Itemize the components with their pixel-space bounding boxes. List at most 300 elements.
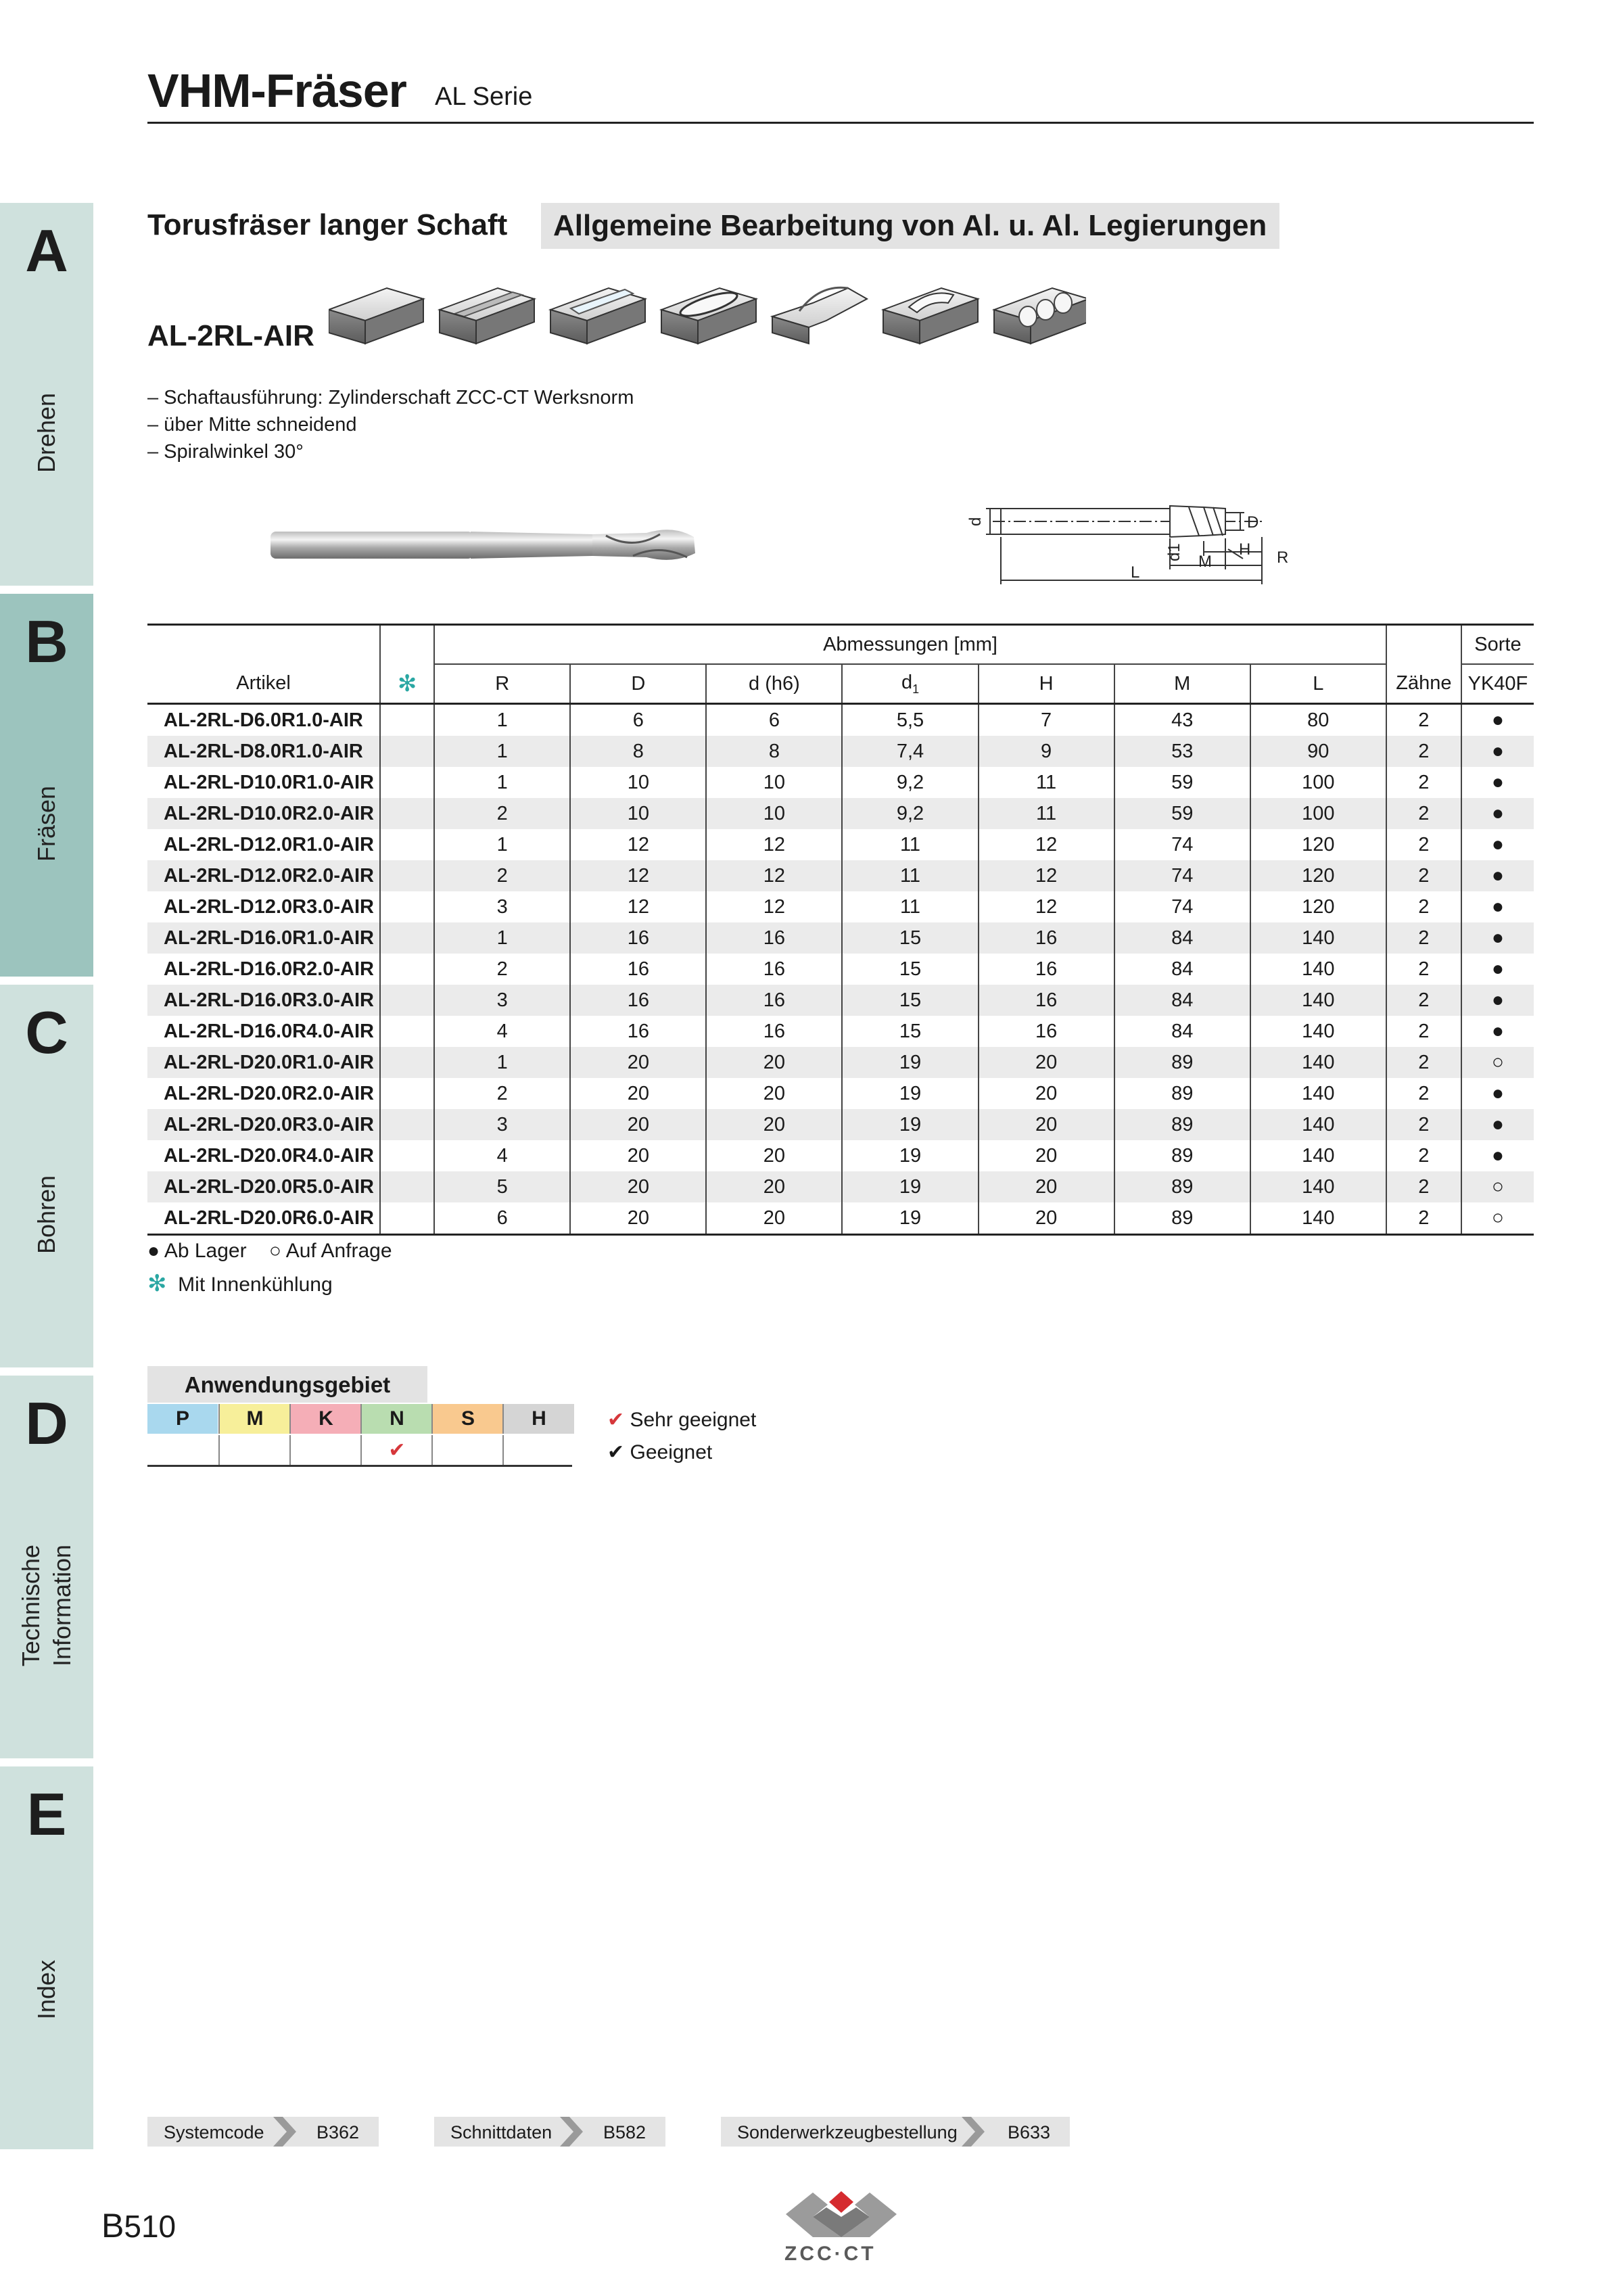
d1-cell: 19 xyxy=(842,1202,978,1235)
z-cell: 2 xyxy=(1386,1016,1461,1047)
feature-list xyxy=(147,384,634,465)
z-cell: 2 xyxy=(1386,954,1461,985)
table-row xyxy=(147,891,1534,922)
material-k-rating xyxy=(289,1435,361,1465)
article-cell: AL-2RL-D20.0R4.0-AIR xyxy=(164,1144,374,1167)
profile-icon xyxy=(772,287,867,344)
table-row xyxy=(147,767,1534,798)
H-cell: 12 xyxy=(979,829,1114,860)
H-cell: 16 xyxy=(979,922,1114,954)
facing-icon xyxy=(329,288,423,344)
coolant-label: Mit Innenkühlung xyxy=(178,1273,333,1296)
coolant-cell xyxy=(380,736,434,767)
av-cell: ● xyxy=(1461,736,1534,767)
D-cell: 16 xyxy=(570,1016,706,1047)
M-cell: 89 xyxy=(1114,1109,1250,1140)
suitable-label: Geeignet xyxy=(630,1441,713,1463)
coolant-icon: ✻ xyxy=(147,1271,167,1296)
side-tab-letter: C xyxy=(25,999,68,1066)
D-cell: 20 xyxy=(570,1202,706,1235)
L-cell: 80 xyxy=(1250,704,1386,736)
dimension-drawing xyxy=(966,494,1317,588)
M-cell: 89 xyxy=(1114,1171,1250,1202)
R-cell: 1 xyxy=(434,829,570,860)
coolant-cell xyxy=(380,1202,434,1235)
z-cell: 2 xyxy=(1386,985,1461,1016)
coolant-cell xyxy=(380,798,434,829)
d1-cell: 19 xyxy=(842,1140,978,1171)
d-cell: 20 xyxy=(706,1047,842,1078)
av-cell: ● xyxy=(1461,1140,1534,1171)
av-cell: ○ xyxy=(1461,1202,1534,1235)
col-d: d (h6) xyxy=(706,664,842,704)
table-row xyxy=(147,922,1534,954)
R-cell: 3 xyxy=(434,1109,570,1140)
dim-label-L: L xyxy=(1131,563,1140,582)
d-cell: 20 xyxy=(706,1140,842,1171)
R-cell: 5 xyxy=(434,1171,570,1202)
ref-page: B362 xyxy=(316,2122,360,2142)
col-d1: $d_1$ xyxy=(842,664,978,704)
L-cell: 140 xyxy=(1250,1078,1386,1109)
av-cell: ○ xyxy=(1461,1047,1534,1078)
article-cell: AL-2RL-D6.0R1.0-AIR xyxy=(164,709,363,731)
D-cell: 20 xyxy=(570,1047,706,1078)
table-legend xyxy=(147,1235,392,1301)
d-cell: 8 xyxy=(706,736,842,767)
L-cell: 140 xyxy=(1250,985,1386,1016)
av-cell: ● xyxy=(1461,829,1534,860)
D-cell: 20 xyxy=(570,1078,706,1109)
d1-cell: 11 xyxy=(842,891,978,922)
R-cell: 1 xyxy=(434,767,570,798)
coolant-cell xyxy=(380,954,434,985)
d1-cell: 15 xyxy=(842,985,978,1016)
col-H: H xyxy=(979,664,1114,704)
z-cell: 2 xyxy=(1386,767,1461,798)
coolant-cell xyxy=(380,1078,434,1109)
side-tab-letter: D xyxy=(25,1390,68,1457)
side-tab-d[interactable] xyxy=(0,1376,93,1758)
feature-item: – Spiralwinkel 30° xyxy=(147,441,304,463)
L-cell: 120 xyxy=(1250,829,1386,860)
D-cell: 16 xyxy=(570,922,706,954)
R-cell: 3 xyxy=(434,985,570,1016)
article-cell: AL-2RL-D12.0R3.0-AIR xyxy=(164,895,374,918)
d-cell: 6 xyxy=(706,704,842,736)
coolant-cell xyxy=(380,891,434,922)
z-cell: 2 xyxy=(1386,891,1461,922)
application-rule xyxy=(147,1465,572,1467)
article-cell: AL-2RL-D20.0R1.0-AIR xyxy=(147,1047,380,1078)
av-cell: ○ xyxy=(1461,1171,1534,1202)
d-cell: 16 xyxy=(706,954,842,985)
H-cell: 20 xyxy=(979,1140,1114,1171)
article-cell: AL-2RL-D20.0R2.0-AIR xyxy=(164,1082,374,1104)
av-cell: ● xyxy=(1461,704,1534,736)
col-D: D xyxy=(570,664,706,704)
material-p-rating xyxy=(147,1435,218,1465)
R-cell: 3 xyxy=(434,891,570,922)
zcc-logo-text: ZCC·CT xyxy=(784,2243,876,2265)
D-cell: 12 xyxy=(570,860,706,891)
M-cell: 89 xyxy=(1114,1202,1250,1235)
z-cell: 2 xyxy=(1386,1109,1461,1140)
side-tab-label: Fräsen xyxy=(32,785,60,862)
d1-cell: 9,2 xyxy=(842,767,978,798)
sorte-header: Sorte xyxy=(1461,625,1534,665)
d1-cell: 7,4 xyxy=(842,736,978,767)
d-cell: 20 xyxy=(706,1078,842,1109)
R-cell: 2 xyxy=(434,860,570,891)
table-row xyxy=(147,798,1534,829)
d1-cell: 19 xyxy=(842,1171,978,1202)
chevron-right-icon xyxy=(560,2117,584,2147)
spec-table xyxy=(147,624,1534,1236)
dim-label-M: M xyxy=(1198,553,1212,571)
series-label: AL Serie xyxy=(435,83,533,111)
H-cell: 20 xyxy=(979,1202,1114,1235)
D-cell: 20 xyxy=(570,1140,706,1171)
side-tab-label: Drehen xyxy=(32,392,60,473)
H-cell: 20 xyxy=(979,1109,1114,1140)
ref-page: B582 xyxy=(603,2122,646,2142)
material-n: N xyxy=(360,1404,432,1434)
H-cell: 16 xyxy=(979,954,1114,985)
R-cell: 1 xyxy=(434,922,570,954)
plunge-icon xyxy=(994,288,1086,344)
table-row xyxy=(147,860,1534,891)
col-R: R xyxy=(434,664,570,704)
operation-icons xyxy=(329,276,1086,352)
material-n-rating: ✔ xyxy=(360,1435,432,1465)
D-cell: 6 xyxy=(570,704,706,736)
coolant-cell xyxy=(380,1016,434,1047)
ref-page: B633 xyxy=(1008,2122,1051,2142)
table-row xyxy=(147,1109,1534,1140)
H-cell: 16 xyxy=(979,985,1114,1016)
d1-cell: 19 xyxy=(842,1109,978,1140)
av-cell: ● xyxy=(1461,954,1534,985)
L-cell: 140 xyxy=(1250,1109,1386,1140)
coolant-cell xyxy=(380,829,434,860)
table-row xyxy=(147,1140,1534,1171)
coolant-icon: ✻ xyxy=(380,664,434,704)
article-cell: AL-2RL-D20.0R3.0-AIR xyxy=(147,1109,380,1140)
L-cell: 140 xyxy=(1250,1171,1386,1202)
D-cell: 12 xyxy=(570,891,706,922)
R-cell: 1 xyxy=(434,704,570,736)
ref-sonderwerkzeug[interactable] xyxy=(721,2117,1070,2147)
M-cell: 89 xyxy=(1114,1047,1250,1078)
M-cell: 84 xyxy=(1114,985,1250,1016)
col-M: M xyxy=(1114,664,1250,704)
article-cell: AL-2RL-D20.0R6.0-AIR xyxy=(147,1202,380,1235)
H-cell: 20 xyxy=(979,1078,1114,1109)
dim-label-R: R xyxy=(1277,548,1289,567)
M-cell: 59 xyxy=(1114,767,1250,798)
ref-label: Systemcode xyxy=(164,2122,264,2142)
table-row xyxy=(147,829,1534,860)
M-cell: 84 xyxy=(1114,954,1250,985)
L-cell: 90 xyxy=(1250,736,1386,767)
suitable-check-icon: ✔ xyxy=(607,1441,625,1463)
article-cell: AL-2RL-D10.0R2.0-AIR xyxy=(147,798,380,829)
L-cell: 100 xyxy=(1250,798,1386,829)
M-cell: 74 xyxy=(1114,860,1250,891)
D-cell: 10 xyxy=(570,767,706,798)
dim-label-d: d xyxy=(966,517,985,526)
av-cell: ● xyxy=(1461,798,1534,829)
table-row xyxy=(147,736,1534,767)
article-cell: AL-2RL-D20.0R5.0-AIR xyxy=(147,1171,380,1202)
feature-item: – Schaftausführung: Zylinderschaft ZCC-CT Werksnorm xyxy=(147,387,634,408)
material-h-rating xyxy=(502,1435,574,1465)
slot-icon xyxy=(550,288,645,344)
z-cell: 2 xyxy=(1386,922,1461,954)
d-cell: 16 xyxy=(706,922,842,954)
M-cell: 74 xyxy=(1114,891,1250,922)
H-cell: 7 xyxy=(979,704,1114,736)
col-grade: YK40F xyxy=(1461,664,1534,704)
col-artikel: Artikel xyxy=(147,664,380,704)
M-cell: 53 xyxy=(1114,736,1250,767)
side-tab-label: Index xyxy=(32,1959,60,2020)
coolant-cell xyxy=(380,704,434,736)
article-cell: AL-2RL-D16.0R3.0-AIR xyxy=(147,985,380,1016)
d1-cell: 5,5 xyxy=(842,704,978,736)
M-cell: 43 xyxy=(1114,704,1250,736)
article-cell: AL-2RL-D12.0R2.0-AIR xyxy=(147,860,380,891)
R-cell: 6 xyxy=(434,1202,570,1235)
L-cell: 120 xyxy=(1250,891,1386,922)
coolant-cell xyxy=(380,860,434,891)
R-cell: 2 xyxy=(434,954,570,985)
z-cell: 2 xyxy=(1386,1171,1461,1202)
D-cell: 20 xyxy=(570,1171,706,1202)
material-k: K xyxy=(289,1404,361,1434)
model-name: AL-2RL-AIR xyxy=(147,319,314,352)
zcc-logo-icon xyxy=(786,2187,897,2239)
col-zaehne: Zähne xyxy=(1386,664,1461,704)
R-cell: 2 xyxy=(434,1078,570,1109)
d1-cell: 19 xyxy=(842,1047,978,1078)
L-cell: 140 xyxy=(1250,1016,1386,1047)
tool-photo xyxy=(268,523,698,567)
R-cell: 4 xyxy=(434,1016,570,1047)
col-L: L xyxy=(1250,664,1386,704)
D-cell: 12 xyxy=(570,829,706,860)
page-title: VHM-Fräser xyxy=(147,64,406,117)
z-cell: 2 xyxy=(1386,704,1461,736)
coolant-cell xyxy=(380,1140,434,1171)
z-cell: 2 xyxy=(1386,736,1461,767)
coolant-cell xyxy=(380,922,434,954)
L-cell: 140 xyxy=(1250,1140,1386,1171)
av-cell: ● xyxy=(1461,1016,1534,1047)
d-cell: 20 xyxy=(706,1109,842,1140)
av-cell: ● xyxy=(1461,985,1534,1016)
application-text: Allgemeine Bearbeitung von Al. u. Al. Legierungen xyxy=(553,209,1267,242)
ref-label: Schnittdaten xyxy=(450,2122,552,2142)
av-cell: ● xyxy=(1461,922,1534,954)
pocket-icon xyxy=(661,288,756,344)
L-cell: 140 xyxy=(1250,922,1386,954)
page-number: B510 xyxy=(101,2207,177,2245)
D-cell: 10 xyxy=(570,798,706,829)
d-cell: 12 xyxy=(706,860,842,891)
side-tab-b[interactable] xyxy=(0,594,93,977)
coolant-cell xyxy=(380,1047,434,1078)
application-header: Anwendungsgebiet xyxy=(147,1366,427,1403)
material-m-rating xyxy=(218,1435,290,1465)
article-cell: AL-2RL-D10.0R1.0-AIR xyxy=(164,771,374,793)
section-title: Torusfräser langer Schaft xyxy=(147,208,508,241)
d1-cell: 15 xyxy=(842,1016,978,1047)
dim-label-D: D xyxy=(1247,513,1259,532)
d-cell: 12 xyxy=(706,829,842,860)
H-cell: 16 xyxy=(979,1016,1114,1047)
side-tab-letter: B xyxy=(25,608,68,675)
R-cell: 1 xyxy=(434,736,570,767)
article-cell: AL-2RL-D16.0R2.0-AIR xyxy=(164,958,374,980)
ref-label: Sonderwerkzeugbestellung xyxy=(737,2122,958,2142)
R-cell: 2 xyxy=(434,798,570,829)
av-cell: ● xyxy=(1461,891,1534,922)
stock-label: Ab Lager xyxy=(164,1240,247,1262)
z-cell: 2 xyxy=(1386,829,1461,860)
very-suitable-label: Sehr geeignet xyxy=(630,1409,757,1431)
z-cell: 2 xyxy=(1386,798,1461,829)
side-tab-a[interactable] xyxy=(0,203,93,586)
table-row xyxy=(147,985,1534,1016)
av-cell: ● xyxy=(1461,767,1534,798)
d-cell: 10 xyxy=(706,798,842,829)
ref-systemcode[interactable] xyxy=(147,2117,379,2147)
D-cell: 8 xyxy=(570,736,706,767)
H-cell: 12 xyxy=(979,860,1114,891)
material-m: M xyxy=(218,1404,290,1434)
z-cell: 2 xyxy=(1386,1140,1461,1171)
d-cell: 20 xyxy=(706,1171,842,1202)
very-suitable-check-icon: ✔ xyxy=(607,1409,625,1431)
d1-cell: 9,2 xyxy=(842,798,978,829)
material-s: S xyxy=(431,1404,503,1434)
M-cell: 74 xyxy=(1114,829,1250,860)
material-p: P xyxy=(147,1404,218,1434)
table-row xyxy=(147,954,1534,985)
M-cell: 59 xyxy=(1114,798,1250,829)
z-cell: 2 xyxy=(1386,1202,1461,1235)
coolant-cell xyxy=(380,985,434,1016)
coolant-cell xyxy=(380,1109,434,1140)
request-symbol: ○ xyxy=(268,1240,282,1262)
material-h: H xyxy=(502,1404,574,1434)
contour-pocket-icon xyxy=(883,288,978,344)
article-cell: AL-2RL-D8.0R1.0-AIR xyxy=(147,736,380,767)
z-cell: 2 xyxy=(1386,860,1461,891)
L-cell: 140 xyxy=(1250,1202,1386,1235)
H-cell: 20 xyxy=(979,1047,1114,1078)
D-cell: 16 xyxy=(570,954,706,985)
table-row xyxy=(147,1171,1534,1202)
M-cell: 89 xyxy=(1114,1078,1250,1109)
article-cell: AL-2RL-D16.0R4.0-AIR xyxy=(164,1020,374,1042)
M-cell: 84 xyxy=(1114,922,1250,954)
H-cell: 11 xyxy=(979,767,1114,798)
d1-cell: 19 xyxy=(842,1078,978,1109)
side-tab-e[interactable] xyxy=(0,1766,93,2149)
table-row xyxy=(147,1016,1534,1047)
dim-label-d1: d1 xyxy=(1165,543,1183,561)
av-cell: ● xyxy=(1461,1078,1534,1109)
table-row xyxy=(147,1047,1534,1078)
M-cell: 89 xyxy=(1114,1140,1250,1171)
side-tab-label: Technische Information xyxy=(17,1544,76,1667)
d1-cell: 11 xyxy=(842,860,978,891)
application-legend xyxy=(607,1404,756,1469)
d-cell: 16 xyxy=(706,1016,842,1047)
d1-cell: 15 xyxy=(842,922,978,954)
chevron-right-icon xyxy=(273,2117,298,2147)
side-tab-c[interactable] xyxy=(0,985,93,1367)
chevron-right-icon xyxy=(962,2117,986,2147)
H-cell: 11 xyxy=(979,798,1114,829)
d-cell: 12 xyxy=(706,891,842,922)
d-cell: 10 xyxy=(706,767,842,798)
z-cell: 2 xyxy=(1386,1078,1461,1109)
coolant-cell xyxy=(380,1171,434,1202)
group-header: Abmessungen [mm] xyxy=(434,625,1386,665)
av-cell: ● xyxy=(1461,1109,1534,1140)
L-cell: 140 xyxy=(1250,954,1386,985)
z-cell: 2 xyxy=(1386,1047,1461,1078)
feature-item: – über Mitte schneidend xyxy=(147,414,357,436)
R-cell: 1 xyxy=(434,1047,570,1078)
article-cell: AL-2RL-D12.0R1.0-AIR xyxy=(164,833,374,856)
side-tab-letter: E xyxy=(26,1781,67,1848)
d1-cell: 15 xyxy=(842,954,978,985)
side-tab-label: Bohren xyxy=(32,1175,60,1255)
H-cell: 9 xyxy=(979,736,1114,767)
stock-symbol: ● xyxy=(147,1240,160,1262)
application-banner xyxy=(541,203,1279,249)
d-cell: 16 xyxy=(706,985,842,1016)
M-cell: 84 xyxy=(1114,1016,1250,1047)
material-s-rating xyxy=(431,1435,503,1465)
av-cell: ● xyxy=(1461,860,1534,891)
d-cell: 20 xyxy=(706,1202,842,1235)
header-rule xyxy=(147,122,1534,124)
D-cell: 20 xyxy=(570,1109,706,1140)
L-cell: 120 xyxy=(1250,860,1386,891)
ref-schnittdaten[interactable] xyxy=(434,2117,665,2147)
R-cell: 4 xyxy=(434,1140,570,1171)
table-row xyxy=(147,704,1534,736)
side-tab-letter: A xyxy=(25,217,68,284)
article-cell: AL-2RL-D16.0R1.0-AIR xyxy=(147,922,380,954)
H-cell: 20 xyxy=(979,1171,1114,1202)
request-label: Auf Anfrage xyxy=(285,1240,392,1262)
H-cell: 12 xyxy=(979,891,1114,922)
table-row xyxy=(147,1078,1534,1109)
L-cell: 100 xyxy=(1250,767,1386,798)
table-row xyxy=(147,1202,1534,1235)
D-cell: 16 xyxy=(570,985,706,1016)
L-cell: 140 xyxy=(1250,1047,1386,1078)
dim-label-H: H xyxy=(1239,540,1251,559)
d1-cell: 11 xyxy=(842,829,978,860)
